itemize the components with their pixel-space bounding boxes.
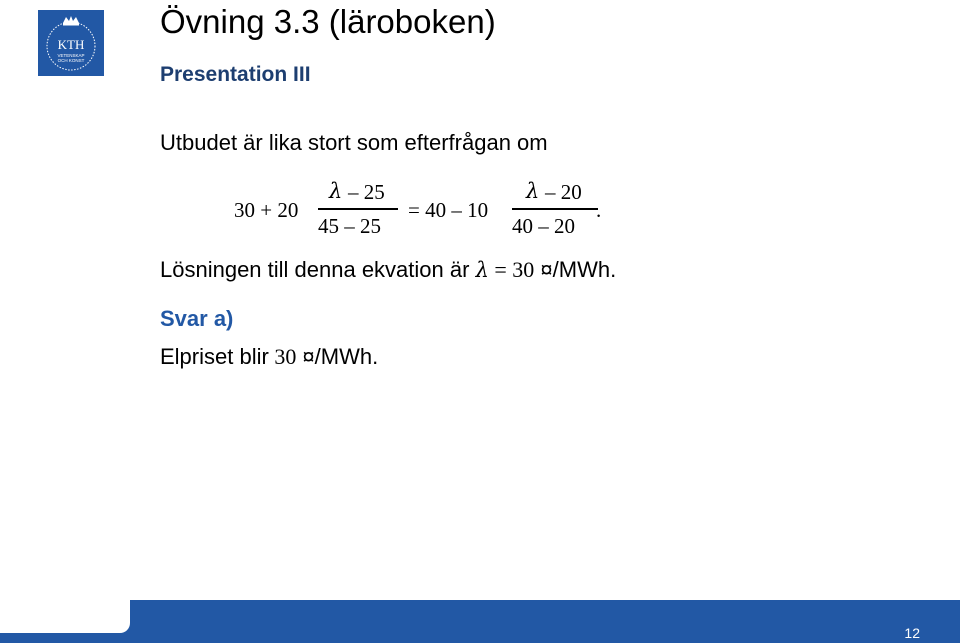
slide-subtitle: Presentation III (160, 63, 311, 86)
footer-notch (0, 600, 130, 633)
eq-rhs-fraction-bar (512, 208, 598, 210)
solution-line (160, 256, 616, 284)
slide-title: Övning 3.3 (läroboken) (160, 3, 496, 40)
answer-text: Elpriset blir (160, 344, 269, 369)
solution-lambda: λ (475, 258, 489, 282)
answer-line (160, 343, 378, 371)
eq-lhs-num-rest: – 25 (348, 180, 385, 204)
page-number: 12 (904, 625, 920, 641)
eq-lhs-den: 45 – 25 (318, 214, 381, 238)
eq-lhs-lambda: λ (329, 179, 343, 203)
eq-lhs-const: 30 + 20 (234, 198, 299, 222)
eq-rhs-lambda: λ (526, 179, 540, 203)
answer-unit: ¤/MWh. (296, 344, 379, 369)
eq-period: . (596, 198, 602, 222)
solution-text: Lösningen till denna ekvation är (160, 257, 470, 282)
answer-heading: Svar a) (160, 306, 234, 331)
eq-rhs-den: 40 – 20 (512, 214, 575, 238)
logo-subtext-2: OCH KONST (57, 58, 85, 63)
kth-logo (38, 10, 104, 76)
equation (230, 178, 630, 242)
eq-lhs-fraction-bar (318, 208, 398, 210)
kth-crest-icon (41, 13, 101, 73)
solution-value: = 30 (488, 257, 535, 282)
logo-text: KTH (57, 37, 85, 52)
answer-value: 30 (268, 344, 297, 369)
eq-equals: = 40 – 10 (408, 198, 489, 222)
eq-rhs-num-rest: – 20 (545, 180, 582, 204)
paragraph-supply-demand: Utbudet är lika stort som efterfrågan om (160, 130, 548, 155)
logo-subtext-1: VETENSKAP (57, 53, 85, 58)
footer-bar (0, 600, 960, 643)
solution-unit: ¤/MWh. (534, 257, 617, 282)
